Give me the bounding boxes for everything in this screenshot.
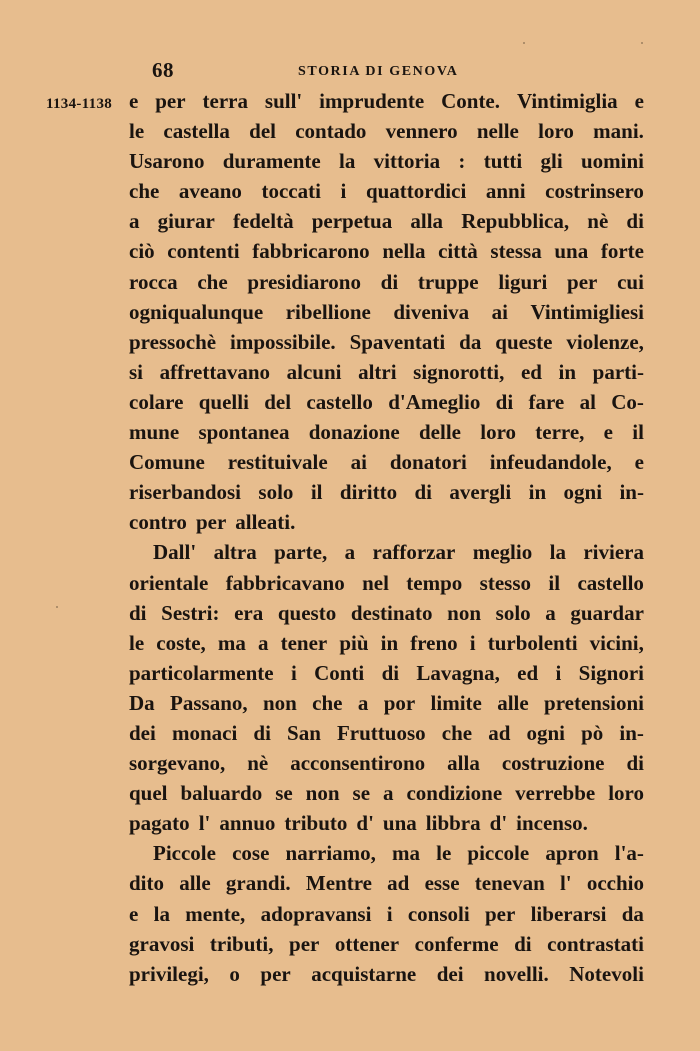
word: se	[352, 781, 371, 806]
word: tributo	[284, 811, 348, 836]
word: Notevoli	[569, 961, 644, 986]
word: castella	[163, 119, 230, 144]
text-line	[129, 116, 644, 146]
word: acconsentirono	[290, 751, 426, 776]
word: la	[339, 149, 356, 174]
word: i	[340, 179, 347, 204]
text-line	[129, 297, 644, 327]
word: per	[260, 961, 291, 986]
word: riserbandosi	[129, 480, 242, 505]
text-line	[129, 568, 644, 598]
word: impossibile.	[230, 329, 336, 354]
word: signorotti,	[413, 359, 505, 384]
word: mune	[129, 420, 180, 445]
word: consoli	[407, 901, 470, 926]
word: per	[155, 89, 186, 113]
word: ad	[488, 720, 511, 745]
word: Mentre	[305, 871, 372, 896]
word: contrastati	[547, 931, 644, 956]
word: parti-	[592, 359, 644, 384]
word: il	[310, 480, 323, 505]
word: freno	[410, 630, 458, 655]
word: costrinsero	[545, 179, 644, 204]
word: le	[129, 630, 145, 655]
word: condizione	[406, 781, 503, 806]
text-line	[129, 868, 644, 898]
word: particolarmente	[129, 660, 274, 685]
text-line	[129, 236, 644, 266]
word: anni	[485, 179, 526, 204]
word: dito	[129, 871, 165, 896]
word: del	[264, 389, 292, 414]
text-line	[129, 387, 644, 417]
word: Vintimiglia	[516, 89, 618, 113]
text-line	[129, 477, 644, 507]
word: narriamo,	[285, 841, 376, 866]
word: Sestri:	[161, 600, 220, 625]
word: al	[579, 389, 596, 414]
text-line	[129, 748, 644, 778]
text-line	[129, 628, 644, 658]
word: la	[549, 540, 566, 565]
word: vennero	[385, 119, 458, 144]
word: Signori	[578, 660, 644, 685]
word: di	[514, 931, 532, 956]
word: in	[380, 630, 399, 655]
word: duramente	[222, 149, 321, 174]
word: e	[634, 450, 644, 475]
word: altra	[213, 540, 257, 565]
word: pagato	[129, 811, 190, 836]
word: loro	[480, 420, 517, 445]
word: ribellione	[285, 299, 371, 324]
word: Passano,	[170, 690, 248, 715]
word: avergli	[449, 480, 512, 505]
word: liguri	[498, 269, 548, 294]
word: Da	[129, 690, 155, 715]
word: alla	[410, 209, 444, 234]
word: per	[484, 901, 516, 926]
word: e	[129, 89, 139, 113]
word: Conte.	[441, 89, 501, 113]
word: tributi,	[209, 931, 274, 956]
text-line	[129, 146, 644, 176]
word: verrebbe	[515, 781, 596, 806]
word: truppe	[417, 269, 479, 294]
word: d'	[356, 811, 374, 836]
word: se	[275, 781, 293, 806]
word: diveniva	[393, 299, 470, 324]
text-line	[129, 176, 644, 206]
text-line	[129, 86, 644, 116]
text-line	[129, 537, 644, 567]
word: sull'	[264, 89, 303, 113]
word: il	[632, 420, 644, 445]
word: gravosi	[129, 931, 195, 956]
word: Vintimigliesi	[530, 299, 644, 324]
word: monaci	[171, 720, 238, 745]
word: San	[287, 720, 321, 745]
word: donatori	[389, 450, 467, 475]
word: città	[438, 239, 478, 264]
word: i	[290, 660, 297, 685]
word: gli	[540, 149, 563, 174]
word: quel	[129, 781, 168, 806]
word: ai	[350, 450, 367, 475]
word: ciò	[129, 239, 155, 264]
word: e	[634, 89, 644, 113]
word: grandi.	[225, 871, 291, 896]
text-line	[129, 417, 644, 447]
word: a	[383, 781, 394, 806]
word: Fruttuoso	[336, 720, 426, 745]
word: annuo	[219, 811, 276, 836]
text-line	[129, 899, 644, 929]
word: e	[603, 420, 613, 445]
word: loro	[538, 119, 574, 144]
word: quattordici	[365, 179, 467, 204]
word: vittoria	[373, 149, 441, 174]
word: rocca	[129, 269, 178, 294]
word: infeudandole,	[489, 450, 612, 475]
word: terre,	[535, 420, 585, 445]
word: :	[458, 149, 466, 174]
word: si	[129, 359, 144, 384]
word: quelli	[198, 389, 249, 414]
text-line	[129, 718, 644, 748]
paper-speck	[56, 606, 58, 608]
word: Lavagna,	[416, 660, 500, 685]
text-line	[129, 507, 644, 537]
word: dei	[436, 961, 464, 986]
word: contenti	[167, 239, 240, 264]
word: apron	[545, 841, 599, 866]
word: la	[153, 901, 170, 926]
word: di	[253, 720, 271, 745]
word: pressochè	[129, 329, 217, 354]
word: le	[436, 841, 452, 866]
word: fabbricavano	[225, 570, 345, 595]
word: nella	[382, 239, 426, 264]
word: che	[129, 179, 160, 204]
text-line	[129, 959, 644, 989]
word: di	[414, 480, 432, 505]
text-line	[129, 206, 644, 236]
word: in	[528, 480, 547, 505]
word: affrettavano	[159, 359, 271, 384]
word: ad	[387, 871, 410, 896]
word: nè	[247, 751, 269, 776]
word: che	[197, 269, 228, 294]
text-line	[129, 598, 644, 628]
word: esse	[424, 871, 460, 896]
word: ogni	[526, 720, 566, 745]
word: di	[626, 751, 644, 776]
word: alleati.	[235, 510, 296, 535]
text-line	[129, 357, 644, 387]
paper-speck	[523, 42, 525, 44]
word: ma	[392, 841, 421, 866]
word: costruzione	[501, 751, 605, 776]
word: era	[234, 600, 264, 625]
word: Repubblica,	[461, 209, 570, 234]
word: libbra	[425, 811, 481, 836]
word: alle	[497, 690, 529, 715]
word: donazione	[308, 420, 400, 445]
text-line	[129, 447, 644, 477]
text-line	[129, 267, 644, 297]
word: tutti	[483, 149, 523, 174]
word: alcuni	[286, 359, 342, 384]
word: contro	[129, 510, 187, 535]
word: di	[129, 600, 147, 625]
word: Comune	[129, 450, 205, 475]
word: meglio	[472, 540, 533, 565]
word: solo	[258, 480, 294, 505]
word: sorgevano,	[129, 751, 226, 776]
word: fedeltà	[232, 209, 294, 234]
word: che	[441, 720, 473, 745]
word: stessa	[490, 239, 542, 264]
word: piccole	[467, 841, 530, 866]
text-line	[129, 658, 644, 688]
word: ed	[517, 660, 539, 685]
word: delle	[418, 420, 461, 445]
word: in-	[619, 720, 644, 745]
word: di	[381, 660, 400, 685]
word: cui	[617, 269, 644, 294]
word: stesso	[479, 570, 532, 595]
word: altri	[358, 359, 397, 384]
word: occhio	[586, 871, 644, 896]
text-line	[129, 929, 644, 959]
word: nè	[587, 209, 609, 234]
word: conferme	[414, 931, 499, 956]
word: colare	[129, 389, 184, 414]
body-text	[129, 86, 644, 989]
word: coste,	[156, 630, 206, 655]
word: questo	[277, 600, 337, 625]
word: Usarono	[129, 149, 205, 174]
margin-date-note: 1134-1138	[46, 96, 113, 112]
word: liberarsi	[530, 901, 607, 926]
word: Dall'	[153, 540, 197, 565]
word: una	[554, 239, 589, 264]
word: vicini,	[589, 630, 644, 655]
word: restituivale	[227, 450, 328, 475]
word: adopravansi	[260, 901, 372, 926]
word: i	[386, 901, 393, 926]
word: più	[339, 630, 369, 655]
word: ma	[217, 630, 246, 655]
word: tener	[280, 630, 328, 655]
word: non	[262, 690, 297, 715]
word: Spaventati	[349, 329, 446, 354]
word: in	[558, 359, 577, 384]
word: l'	[559, 871, 572, 896]
word: a	[545, 600, 556, 625]
word: fare	[528, 389, 565, 414]
word: loro	[608, 781, 644, 806]
word: tenevan	[474, 871, 545, 896]
word: il	[548, 570, 561, 595]
running-head: STORIA DI GENOVA	[298, 64, 459, 79]
word: destinato	[350, 600, 433, 625]
word: castello	[306, 389, 373, 414]
word: alla	[447, 751, 480, 776]
word: da	[459, 329, 482, 354]
word: por	[383, 690, 416, 715]
paper-speck	[641, 42, 643, 44]
word: diritto	[339, 480, 398, 505]
word: nelle	[476, 119, 519, 144]
word: ed	[520, 359, 542, 384]
word: acquistarne	[311, 961, 417, 986]
word: una	[382, 811, 417, 836]
word: perpetua	[311, 209, 393, 234]
word: non	[305, 781, 340, 806]
word: d'Ameglio	[388, 389, 481, 414]
word: baluardo	[180, 781, 263, 806]
word: che	[312, 690, 343, 715]
word: novelli.	[484, 961, 549, 986]
word: ogni	[563, 480, 603, 505]
text-line	[129, 808, 644, 838]
word: violenze,	[566, 329, 644, 354]
word: limite	[430, 690, 482, 715]
word: dei	[129, 720, 156, 745]
word: di	[626, 209, 644, 234]
word: forte	[600, 239, 644, 264]
word: presidiarono	[247, 269, 361, 294]
word: a	[258, 630, 269, 655]
word: rafforzar	[372, 540, 456, 565]
word: turbolenti	[487, 630, 578, 655]
word: di	[380, 269, 399, 294]
word: i	[555, 660, 562, 685]
word: per	[567, 269, 598, 294]
word: l'a-	[614, 841, 644, 866]
word: a	[357, 690, 369, 715]
word: i	[469, 630, 476, 655]
word: solo	[495, 600, 531, 625]
word: uomini	[580, 149, 644, 174]
word: o	[229, 961, 240, 986]
word: imprudente	[319, 89, 425, 113]
word: di	[495, 389, 514, 414]
word: per	[289, 931, 320, 956]
word: a	[129, 209, 140, 234]
word: terra	[202, 89, 248, 113]
word: tempo	[406, 570, 463, 595]
word: incenso.	[516, 811, 588, 836]
word: spontanea	[198, 420, 290, 445]
word: Co-	[611, 389, 644, 414]
word: guardar	[570, 600, 644, 625]
page-number: 68	[152, 58, 174, 82]
word: orientale	[129, 570, 209, 595]
word: parte,	[274, 540, 328, 565]
word: ottener	[334, 931, 400, 956]
word: riviera	[583, 540, 644, 565]
word: Piccole	[153, 841, 216, 866]
word: l'	[198, 811, 211, 836]
word: in-	[619, 480, 644, 505]
word: toccati	[261, 179, 321, 204]
word: giurar	[157, 209, 215, 234]
word: ai	[491, 299, 508, 324]
word: Conti	[314, 660, 365, 685]
word: mente,	[185, 901, 246, 926]
word: del	[249, 119, 276, 144]
word: contado	[295, 119, 367, 144]
word: per	[195, 510, 227, 535]
word: alle	[179, 871, 211, 896]
word: fabbricarono	[252, 239, 370, 264]
word: ogniqualunque	[129, 299, 264, 324]
text-line	[129, 838, 644, 868]
word: pò	[581, 720, 604, 745]
word: da	[621, 901, 644, 926]
word: non	[447, 600, 482, 625]
word: aveano	[178, 179, 242, 204]
word: nel	[362, 570, 389, 595]
word: cose	[232, 841, 270, 866]
word: pretensioni	[544, 690, 644, 715]
word: le	[129, 119, 145, 144]
word: mani.	[593, 119, 644, 144]
word: queste	[495, 329, 553, 354]
text-line	[129, 778, 644, 808]
word: a	[344, 540, 356, 565]
word: castello	[577, 570, 644, 595]
word: e	[129, 901, 139, 926]
word: privilegi,	[129, 961, 209, 986]
text-line	[129, 327, 644, 357]
text-line	[129, 688, 644, 718]
word: d'	[489, 811, 508, 836]
